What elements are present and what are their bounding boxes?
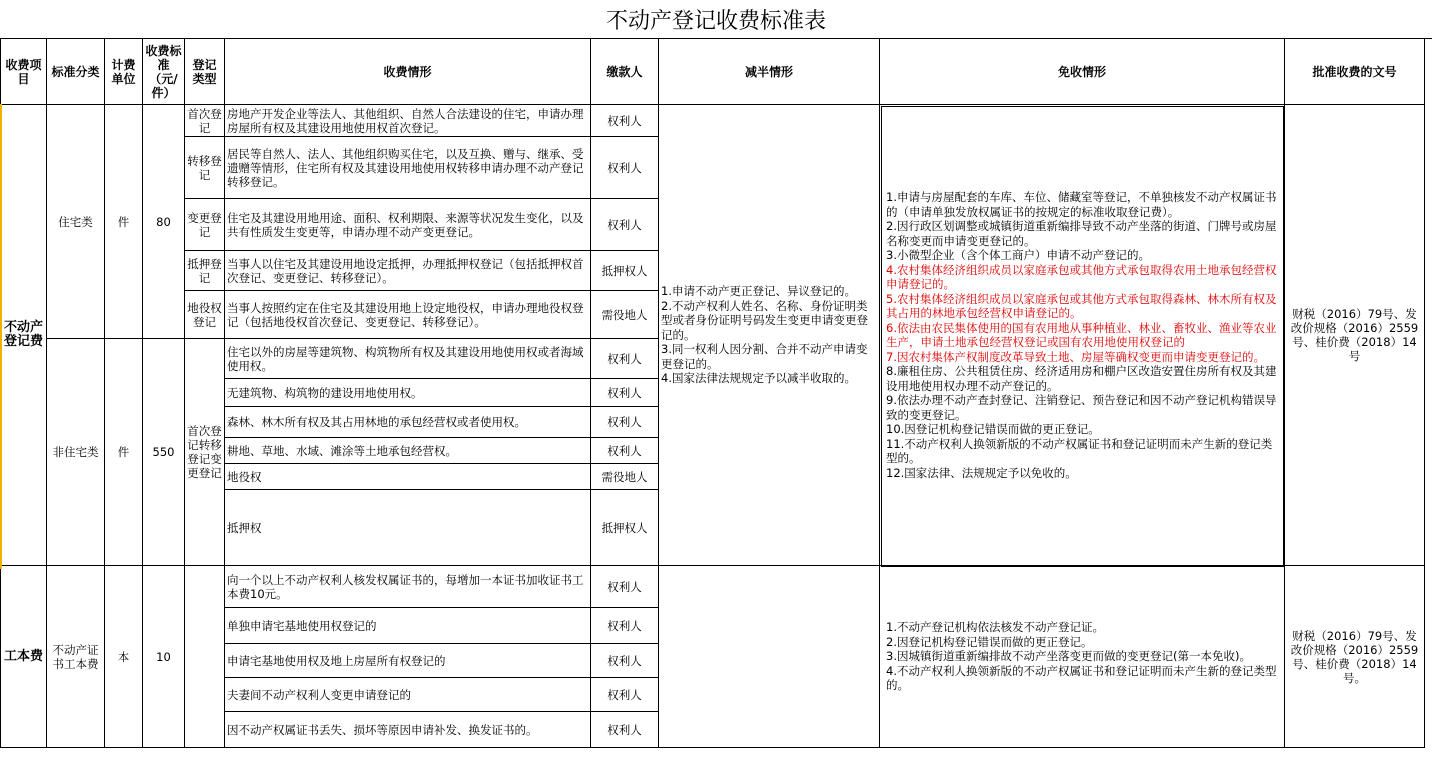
situation-cell: 房地产开发企业等法人、其他组织、自然人合法建设的住宅，申请办理房屋所有权及其建设用地使用权首次登记。 bbox=[225, 105, 591, 137]
header-situation: 收费情形 bbox=[225, 39, 591, 105]
fee-item-certificate: 工本费 bbox=[1, 566, 47, 748]
situation-cell: 当事人按照约定在住宅及其建设用地上设定地役权，申请办理地役权登记（包括地役权首次登记、变更登记、转移登记）。 bbox=[225, 291, 591, 339]
exempt-item: 8.廉租住房、公共租赁住房、经济适用房和棚户区改造安置住房所有权及其建设用地使用权办理不动产登记的。 bbox=[886, 364, 1277, 393]
exempt-item: 2.因登记机构登记错误而做的更正登记。 bbox=[886, 634, 1093, 649]
half-item: 2.不动产权利人姓名、名称、身份证明类型或者身份证明号码发生变更申请变更登记的。 bbox=[661, 298, 868, 342]
table-row bbox=[1, 566, 1425, 608]
situation-cell: 无建筑物、构筑物的建设用地使用权。 bbox=[225, 379, 591, 407]
situation-cell: 住宅以外的房屋等建筑物、构筑物所有权及其建设用地使用权或者海域使用权。 bbox=[225, 339, 591, 379]
payer-cell: 权利人 bbox=[591, 137, 659, 199]
header-half: 减半情形 bbox=[659, 39, 880, 105]
category-residential: 住宅类 bbox=[47, 105, 105, 339]
exempt-item: 9.依法办理不动产查封登记、注销登记、预告登记和因不动产登记机构错误导致的变更登记。 bbox=[886, 393, 1277, 422]
payer-cell: 权利人 bbox=[591, 644, 659, 678]
situation-cell: 因不动产权属证书丢失、损坏等原因申请补发、换发证书的。 bbox=[225, 712, 591, 748]
payer-cell: 权利人 bbox=[591, 566, 659, 608]
reg-type: 首次登记 bbox=[185, 105, 225, 137]
exempt-item: 11.不动产权利人换领新版的不动产权属证书和登记证明而未产生新的登记类型的。 bbox=[886, 436, 1273, 465]
exempt-item: 4.不动产权利人换领新版的不动产权属证书和登记证明而未产生新的登记类型的。 bbox=[886, 663, 1277, 693]
exempt-item-highlight: 4.农村集体经济组织成员以家庭承包或其他方式承包取得农用土地承包经营权申请登记的。 bbox=[886, 262, 1277, 291]
payer-cell: 权利人 bbox=[591, 712, 659, 748]
payer-cell: 抵押权人 bbox=[591, 490, 659, 566]
approval-doc: 财税（2016）79号、发改价规格（2016）2559号、桂价费（2018）14号。 bbox=[1285, 566, 1425, 748]
header-row bbox=[1, 39, 1425, 105]
half-item: 1.申请不动产更正登记、异议登记的。 bbox=[661, 284, 856, 299]
situation-cell: 居民等自然人、法人、其他组织购买住宅，以及互换、赠与、继承、受遗赠等情形，住宅所有权及其建设用地使用权转移申请办理不动产登记转移登记。 bbox=[225, 137, 591, 199]
situation-cell: 住宅及其建设用地用途、面积、权利期限、来源等状况发生变化，以及共有性质发生变更等，申请办理不动产变更登记。 bbox=[225, 199, 591, 251]
header-exempt: 免收情形 bbox=[880, 39, 1285, 105]
table-row bbox=[1, 105, 1425, 137]
situation-cell: 森林、林木所有权及其占用林地的承包经营权或者使用权。 bbox=[225, 407, 591, 438]
exempt-item: 10.因登记机构登记错误而做的更正登记。 bbox=[886, 422, 1100, 436]
payer-cell: 抵押权人 bbox=[591, 251, 659, 291]
page-title: 不动产登记收费标准表 bbox=[0, 0, 1432, 39]
half-item: 4.国家法律法规规定予以减半收取的。 bbox=[661, 371, 856, 386]
half-item: 3.同一权利人因分割、合并不动产申请变更登记的。 bbox=[661, 342, 868, 371]
exempt-item-highlight: 7.因农村集体产权制度改革导致土地、房屋等确权变更而申请变更登记的。 bbox=[886, 349, 1265, 364]
exempt-item-highlight: 6.依法由农民集体使用的国有农用地从事种植业、林业、畜牧业、渔业等农业生产，申请土地承包经营权登记或国有农用地使用权登记的 bbox=[886, 320, 1277, 349]
exempt-item: 3.因城镇街道重新编排故不动产坐落变更而做的变更登记(第一本免收)。 bbox=[886, 649, 1251, 664]
payer-cell: 权利人 bbox=[591, 608, 659, 644]
header-item: 收费项目 bbox=[1, 39, 47, 105]
reg-type: 变更登记 bbox=[185, 199, 225, 251]
half-reduction-list bbox=[659, 105, 880, 566]
exempt-item: 2.因行政区划调整或城镇街道重新编排导致不动产坐落的街道、门牌号或房屋名称变更而申请变更登记的。 bbox=[886, 219, 1277, 248]
payer-cell: 权利人 bbox=[591, 678, 659, 712]
payer-cell: 权利人 bbox=[591, 339, 659, 379]
exempt-item: 1.申请与房屋配套的车库、车位、储藏室等登记，不单独核发不动产权属证书的（申请单独发放权属证书的按规定的标准收取登记费）。 bbox=[886, 190, 1277, 219]
reg-type: 抵押登记 bbox=[185, 251, 225, 291]
header-payer: 缴款人 bbox=[591, 39, 659, 105]
standard-certificate: 10 bbox=[143, 566, 185, 748]
half-reduction-empty bbox=[659, 566, 880, 748]
payer-cell: 需役地人 bbox=[591, 464, 659, 490]
reg-type-empty bbox=[185, 566, 225, 748]
payer-cell: 权利人 bbox=[591, 199, 659, 251]
header-type: 登记类型 bbox=[185, 39, 225, 105]
payer-cell: 权利人 bbox=[591, 105, 659, 137]
payer-cell: 权利人 bbox=[591, 438, 659, 464]
unit-nonresidential: 件 bbox=[105, 339, 143, 566]
exempt-item: 3.小微型企业（含个体工商户）申请不动产登记的。 bbox=[886, 248, 1150, 262]
selection-marker bbox=[0, 104, 2, 569]
category-certificate: 不动产证书工本费 bbox=[47, 566, 105, 748]
exemption-list bbox=[880, 105, 1285, 566]
fee-item-registration: 不动产登记费 bbox=[1, 105, 47, 566]
situation-cell: 向一个以上不动产权利人核发权属证书的，每增加一本证书加收证书工本费10元。 bbox=[225, 566, 591, 608]
payer-cell: 权利人 bbox=[591, 379, 659, 407]
unit-residential: 件 bbox=[105, 105, 143, 339]
exempt-item-highlight: 5.农村集体经济组织成员以家庭承包或其他方式承包取得森林、林木所有权及其占用的林地承包经营权申请登记的。 bbox=[886, 291, 1277, 320]
exempt-item: 12.国家法律、法规规定予以免收的。 bbox=[886, 465, 1077, 480]
situation-cell: 申请宅基地使用权及地上房屋所有权登记的 bbox=[225, 644, 591, 678]
standard-nonresidential: 550 bbox=[143, 339, 185, 566]
approval-doc: 财税（2016）79号、发改价规格（2016）2559号、桂价费（2018）14号 bbox=[1285, 105, 1425, 566]
situation-cell: 单独申请宅基地使用权登记的 bbox=[225, 608, 591, 644]
payer-cell: 需役地人 bbox=[591, 291, 659, 339]
unit-certificate: 本 bbox=[105, 566, 143, 748]
fee-table bbox=[0, 38, 1425, 748]
reg-type: 转移登记 bbox=[185, 137, 225, 199]
certificate-exemption-list bbox=[880, 566, 1285, 748]
header-doc: 批准收费的文号 bbox=[1285, 39, 1425, 105]
situation-cell: 地役权 bbox=[225, 464, 591, 490]
header-standard: 收费标准（元/件） bbox=[143, 39, 185, 105]
exempt-item: 1.不动产登记机构依法核发不动产登记证。 bbox=[886, 620, 1104, 635]
category-nonresidential: 非住宅类 bbox=[47, 339, 105, 566]
reg-type: 地役权登记 bbox=[185, 291, 225, 339]
standard-residential: 80 bbox=[143, 105, 185, 339]
situation-cell: 当事人以住宅及其建设用地设定抵押，办理抵押权登记（包括抵押权首次登记、变更登记、转移登记）。 bbox=[225, 251, 591, 291]
reg-type-nonresidential: 首次登记转移登记变更登记 bbox=[185, 339, 225, 566]
payer-cell: 权利人 bbox=[591, 407, 659, 438]
situation-cell: 耕地、草地、水域、滩涂等土地承包经营权。 bbox=[225, 438, 591, 464]
header-category: 标准分类 bbox=[47, 39, 105, 105]
situation-cell: 抵押权 bbox=[225, 490, 591, 566]
header-unit: 计费单位 bbox=[105, 39, 143, 105]
situation-cell: 夫妻间不动产权利人变更申请登记的 bbox=[225, 678, 591, 712]
